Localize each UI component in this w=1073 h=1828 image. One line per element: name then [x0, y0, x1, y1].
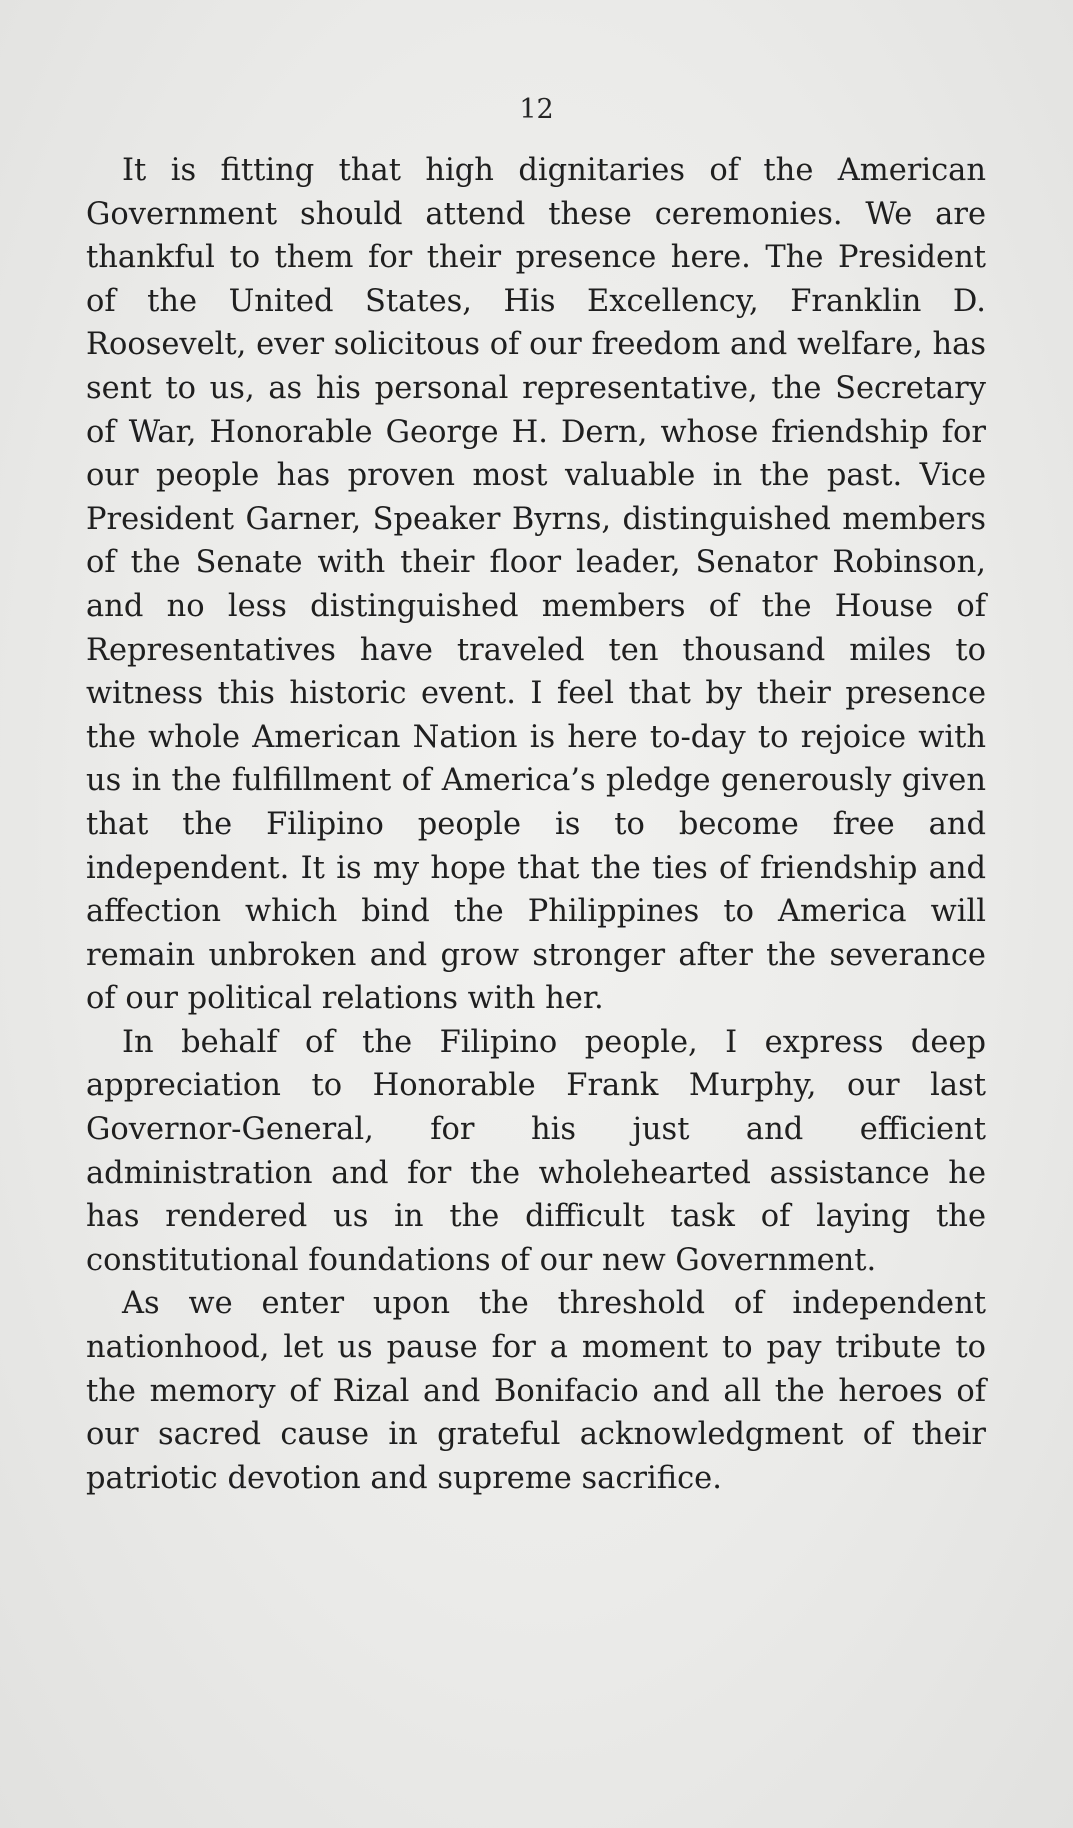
paragraph-1: It is fitting that high dignitaries of the American Government should attend these ceremonies. We are thankful to them for their presence here. The President of the United States, His Excellency, Franklin D. Roosevelt, ever solicitous of our freedom and welfare, has sent to us, as his personal representative, the Secretary of War, Honorable George H. Dern, whose friendship for our people has proven most valuable in the past. Vice President Garner, Speaker Byrns, distinguished members of the Senate with their floor leader, Senator Robinson, and no less distinguished members of the House of Representatives have traveled ten thousand miles to witness this historic event. I feel that by their presence the whole American Nation is here to-day to rejoice with us in the fulfillment of America’s pledge generously given that the Filipino people is to become free and independent. It is my hope that the ties of friendship and affection which bind the Philippines to America will remain unbroken and grow stronger after the severance of our political relations with her. [86, 153, 986, 1017]
paragraph-2: In behalf of the Filipino people, I express deep appreciation to Honorable Frank Murphy, our last Governor-General, for his just and efficient administration and for the wholehearted assistance he has rendered us in the difficult task of laying the constitutional foundations of our new Government. [86, 1024, 986, 1278]
paragraph-3: As we enter upon the threshold of independent nationhood, let us pause for a moment to pay tribute to the memory of Rizal and Bonifacio and all the heroes of our sacred cause in grateful acknowledgment of their patriotic devotion and supreme sacrifice. [86, 1286, 986, 1496]
body-text [86, 149, 986, 1500]
page-number: 12 [519, 94, 554, 125]
